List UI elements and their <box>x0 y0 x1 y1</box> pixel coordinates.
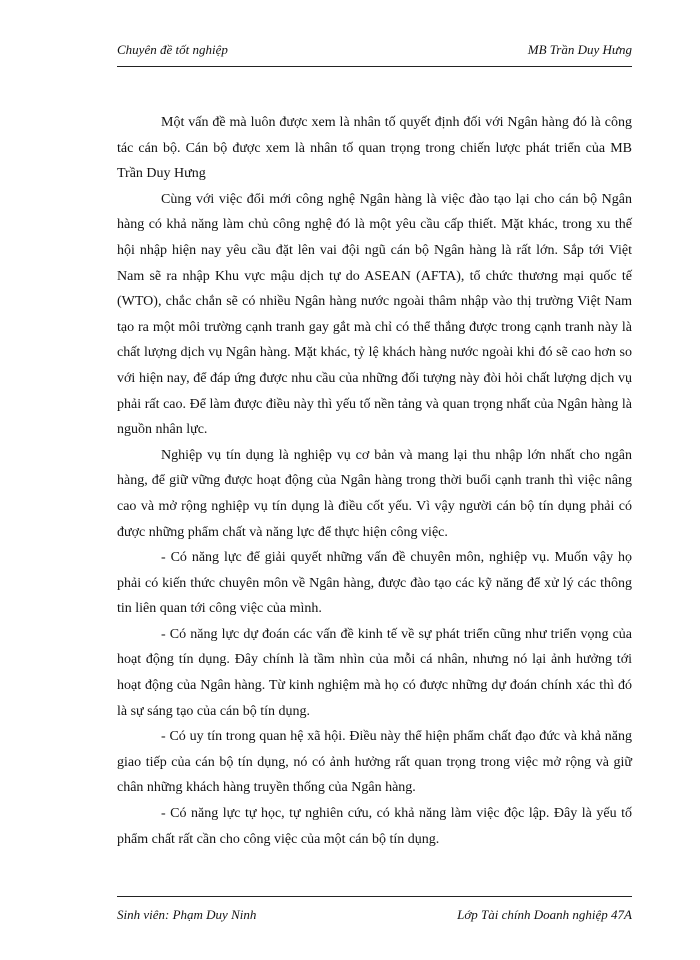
paragraph: - Có năng lực để giải quyết những vấn đề chuyên môn, nghiệp vụ. Muốn vậy họ phải có kiến thức chuyên môn về Ngân hàng, được đào tạo các kỹ năng để xử lý các thông tin liên quan tới công việc của mình. <box>117 550 632 617</box>
footer-class: Lớp Tài chính Doanh nghiệp 47A <box>457 907 632 922</box>
page-footer <box>117 896 632 924</box>
page-header <box>117 40 632 67</box>
header-title: Chuyên đề tốt nghiệp <box>117 42 228 57</box>
paragraph: - Có năng lực tự học, tự nghiên cứu, có khả năng làm việc độc lập. Đây là yếu tố phẩm chất rất cần cho công việc của một cán bộ tín dụng. <box>117 806 632 847</box>
footer-student: Sinh viên: Phạm Duy Ninh <box>117 907 257 922</box>
paragraph: Nghiệp vụ tín dụng là nghiệp vụ cơ bản và mang lại thu nhập lớn nhất cho ngân hàng, để giữ vững được hoạt động của Ngân hàng trong thời buổi cạnh tranh thì việc nâng cao và mở rộng nghiệp vụ tín dụng là điều cốt yếu. Vì vậy người cán bộ tín dụng phải có được những phẩm chất và năng lực để thực hiện công việc. <box>117 447 632 540</box>
paragraph: Một vấn đề mà luôn được xem là nhân tố quyết định đối với Ngân hàng đó là công tác cán bộ. Cán bộ được xem là nhân tố quan trọng trong chiến lược phát triển của MB Trần Duy Hưng <box>117 115 632 182</box>
body-text <box>117 110 632 852</box>
paragraph: - Có uy tín trong quan hệ xã hội. Điều này thể hiện phẩm chất đạo đức và khả năng giao tiếp của cán bộ tín dụng, nó có ảnh hưởng rất quan trọng trong việc mở rộng và giữ chân những khách hàng truyền thống của Ngân hàng. <box>117 729 632 796</box>
paragraph: Cùng với việc đổi mới công nghệ Ngân hàng là việc đào tạo lại cho cán bộ Ngân hàng có khả năng làm chủ công nghệ đó là một yêu cầu cấp thiết. Mặt khác, trong xu thế hội nhập hiện nay yêu cầu đặt lên vai đội ngũ cán bộ Ngân hàng là rất lớn. Sắp tới Việt Nam sẽ ra nhập Khu vực mậu dịch tự do ASEAN (AFTA), tổ chức thương mại quốc tế (WTO), chắc chắn sẽ có nhiều Ngân hàng nước ngoài thâm nhập vào thị trường Việt Nam tạo ra một môi trường cạnh tranh gay gắt mà chỉ có thể thắng được trong cạnh tranh này là chất lượng dịch vụ Ngân hàng. Mặt khác, tỷ lệ khách hàng nước ngoài khi đó sẽ cao hơn so với hiện nay, để đáp ứng được nhu cầu của những đối tượng này đòi hỏi chất lượng dịch vụ phải rất cao. Để làm được điều này thì yếu tố nền tảng và quan trọng nhất của Ngân hàng là nguồn nhân lực. <box>117 191 632 438</box>
header-branch: MB Trần Duy Hưng <box>527 42 632 57</box>
paragraph: - Có năng lực dự đoán các vấn đề kinh tế về sự phát triển cũng như triển vọng của hoạt động tín dụng. Đây chính là tầm nhìn của mỗi cá nhân, nhưng nó lại ảnh hưởng tới hoạt động của Ngân hàng. Từ kinh nghiệm mà họ có được những dự đoán chính xác thì đó là sự sáng tạo của cán bộ tín dụng. <box>117 626 632 719</box>
